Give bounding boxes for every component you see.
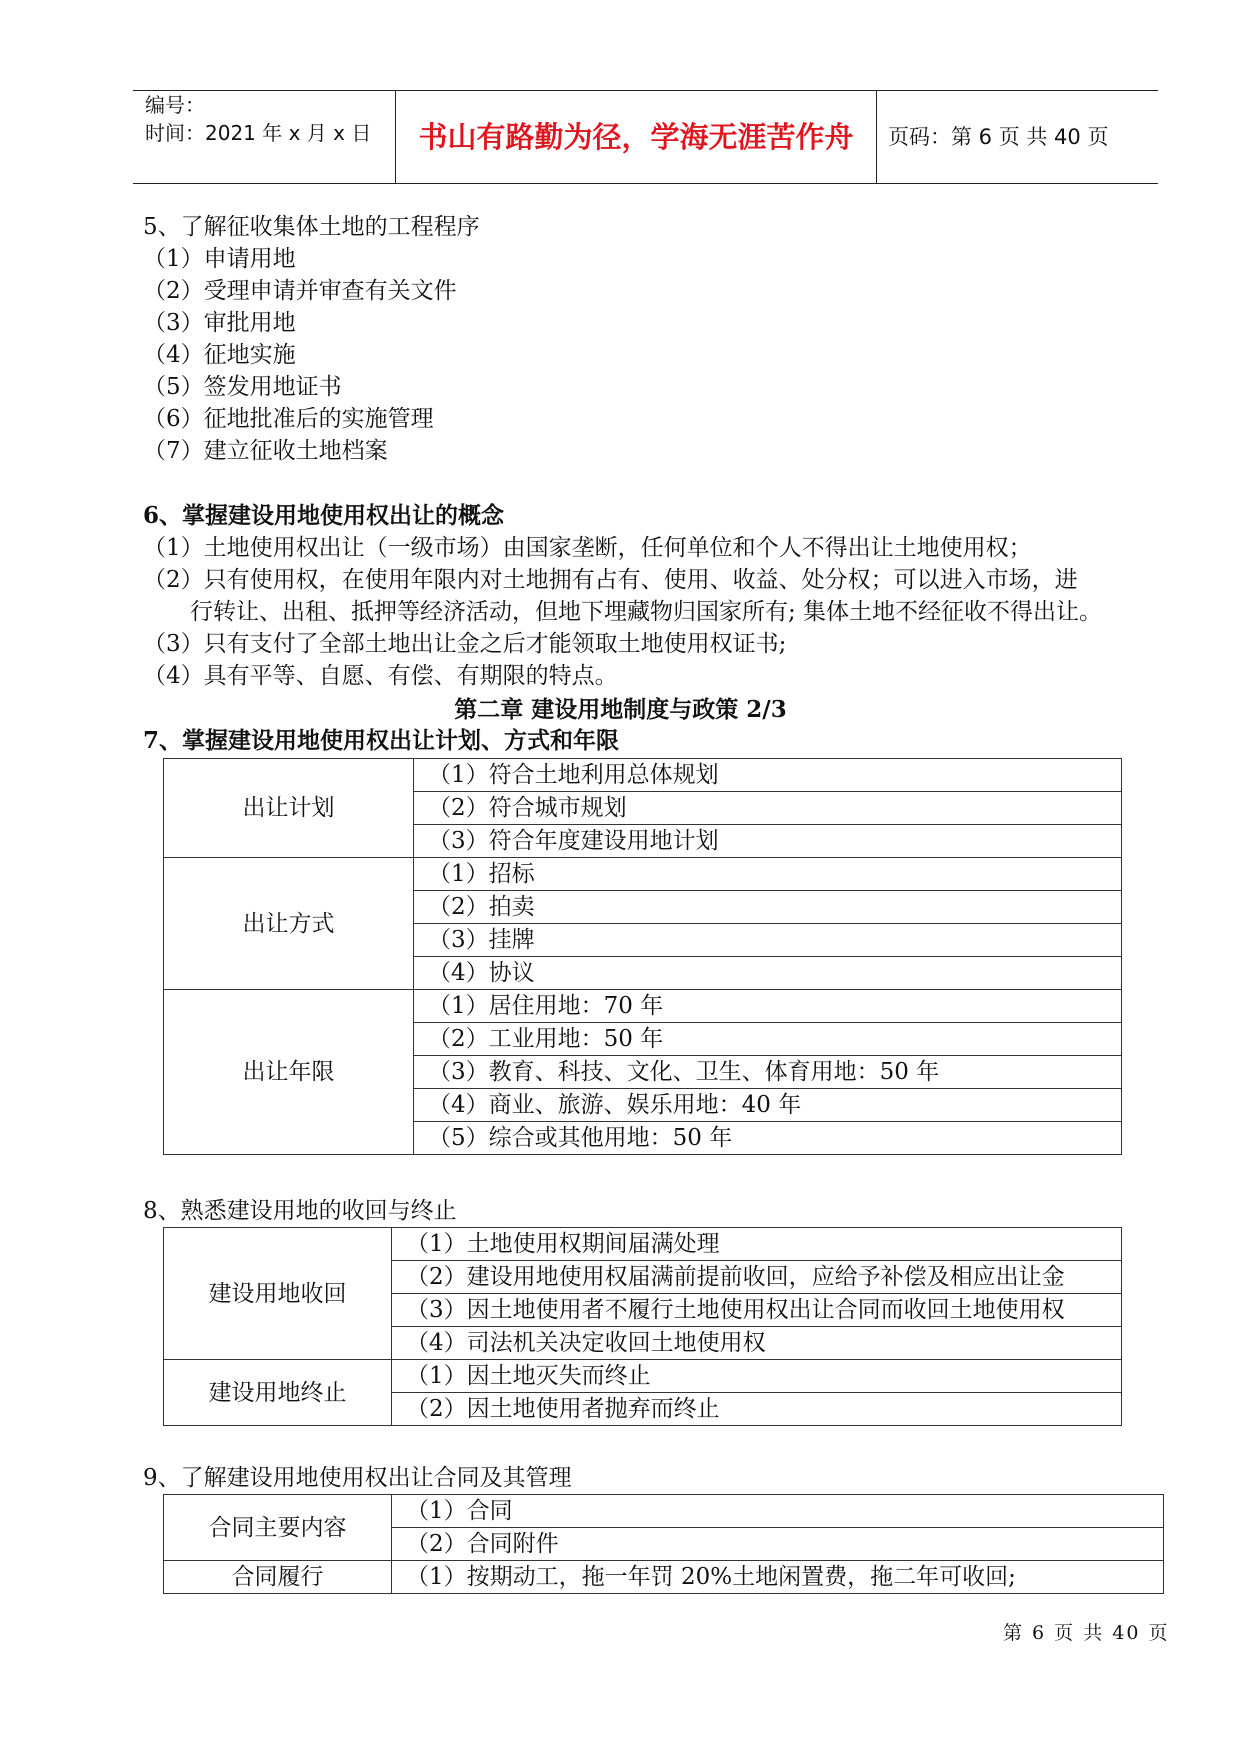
reclaim-table: [163, 1227, 1122, 1426]
contract-table: [163, 1494, 1164, 1594]
list-item: （4）征地实施: [143, 342, 296, 368]
header-meta: [145, 91, 395, 183]
row-label: 建设用地终止: [164, 1360, 392, 1426]
table-row: [164, 1495, 1164, 1528]
row-label: 出让计划: [164, 759, 414, 858]
document-number-label: 编号：: [145, 93, 205, 117]
paragraph: （3）只有支付了全部土地出让金之后才能领取土地使用权证书;: [143, 631, 787, 657]
paragraph: （4）具有平等、自愿、有偿、有期限的特点。: [143, 663, 618, 689]
row-label: 合同主要内容: [164, 1495, 392, 1561]
section-7-title: 7、掌握建设用地使用权出让计划、方式和年限: [143, 727, 620, 754]
section-8-title: 8、熟悉建设用地的收回与终止: [143, 1198, 457, 1224]
table-cell: （1）按期动工，拖一年罚 20%土地闲置费，拖二年可收回;: [392, 1561, 1164, 1594]
section-5-title: 5、了解征收集体土地的工程程序: [143, 214, 480, 240]
table-cell: （2）因土地使用者抛弃而终止: [392, 1393, 1122, 1426]
list-item: （3）审批用地: [143, 310, 296, 336]
table-cell: （4）商业、旅游、娱乐用地：40 年: [414, 1089, 1122, 1122]
table-cell: （3）挂牌: [414, 924, 1122, 957]
table-cell: （2）拍卖: [414, 891, 1122, 924]
table-cell: （3）因土地使用者不履行土地使用权出让合同而收回土地使用权: [392, 1294, 1122, 1327]
section-9-title: 9、了解建设用地使用权出让合同及其管理: [143, 1465, 572, 1491]
table-cell: （1）因土地灭失而终止: [392, 1360, 1122, 1393]
table-cell: （1）合同: [392, 1495, 1164, 1528]
table-cell: （2）合同附件: [392, 1528, 1164, 1561]
list-item: （7）建立征收土地档案: [143, 438, 388, 464]
table-row: [164, 1561, 1164, 1594]
table-row: [164, 1360, 1122, 1393]
row-label: 合同履行: [164, 1561, 392, 1594]
table-cell: （1）符合土地利用总体规划: [414, 759, 1122, 792]
paragraph-continuation: 行转让、出租、抵押等经济活动，但地下埋藏物归国家所有; 集体土地不经征收不得出让。: [190, 599, 1103, 625]
table-row: [164, 858, 1122, 891]
row-label: 建设用地收回: [164, 1228, 392, 1360]
list-item: （6）征地批准后的实施管理: [143, 406, 434, 432]
list-item: （5）签发用地证书: [143, 374, 342, 400]
table-cell: （5）综合或其他用地：50 年: [414, 1122, 1122, 1155]
table-cell: （1）招标: [414, 858, 1122, 891]
page-header: [133, 90, 1158, 184]
table-cell: （2）符合城市规划: [414, 792, 1122, 825]
table-cell: （2）建设用地使用权届满前提前收回，应给予补偿及相应出让金: [392, 1261, 1122, 1294]
section-6-title: 6、掌握建设用地使用权出让的概念: [143, 502, 505, 529]
transfer-table: [163, 758, 1122, 1155]
table-cell: （2）工业用地：50 年: [414, 1023, 1122, 1056]
row-label: 出让年限: [164, 990, 414, 1155]
list-item: （2）受理申请并审查有关文件: [143, 278, 457, 304]
table-cell: （3）教育、科技、文化、卫生、体育用地：50 年: [414, 1056, 1122, 1089]
header-motto: 书山有路勤为径，学海无涯苦作舟: [395, 91, 877, 183]
table-row: [164, 990, 1122, 1023]
header-page-info: 页码：第 6 页 共 40 页: [888, 125, 1109, 149]
chapter-heading: 第二章 建设用地制度与政策 2/3: [454, 696, 787, 723]
paragraph: （2）只有使用权，在使用年限内对土地拥有占有、使用、收益、处分权；可以进入市场，进: [143, 567, 1078, 593]
table-cell: （4）司法机关决定收回土地使用权: [392, 1327, 1122, 1360]
table-cell: （4）协议: [414, 957, 1122, 990]
document-time: 时间：2021 年 x 月 x 日: [145, 121, 372, 145]
row-label: 出让方式: [164, 858, 414, 990]
table-row: [164, 759, 1122, 792]
table-cell: （3）符合年度建设用地计划: [414, 825, 1122, 858]
list-item: （1）申请用地: [143, 246, 296, 272]
table-cell: （1）居住用地：70 年: [414, 990, 1122, 1023]
paragraph: （1）土地使用权出让（一级市场）由国家垄断，任何单位和个人不得出让土地使用权；: [143, 535, 1032, 561]
table-row: [164, 1228, 1122, 1261]
table-cell: （1）土地使用权期间届满处理: [392, 1228, 1122, 1261]
page-footer: 第 6 页 共 40 页: [1003, 1622, 1170, 1644]
